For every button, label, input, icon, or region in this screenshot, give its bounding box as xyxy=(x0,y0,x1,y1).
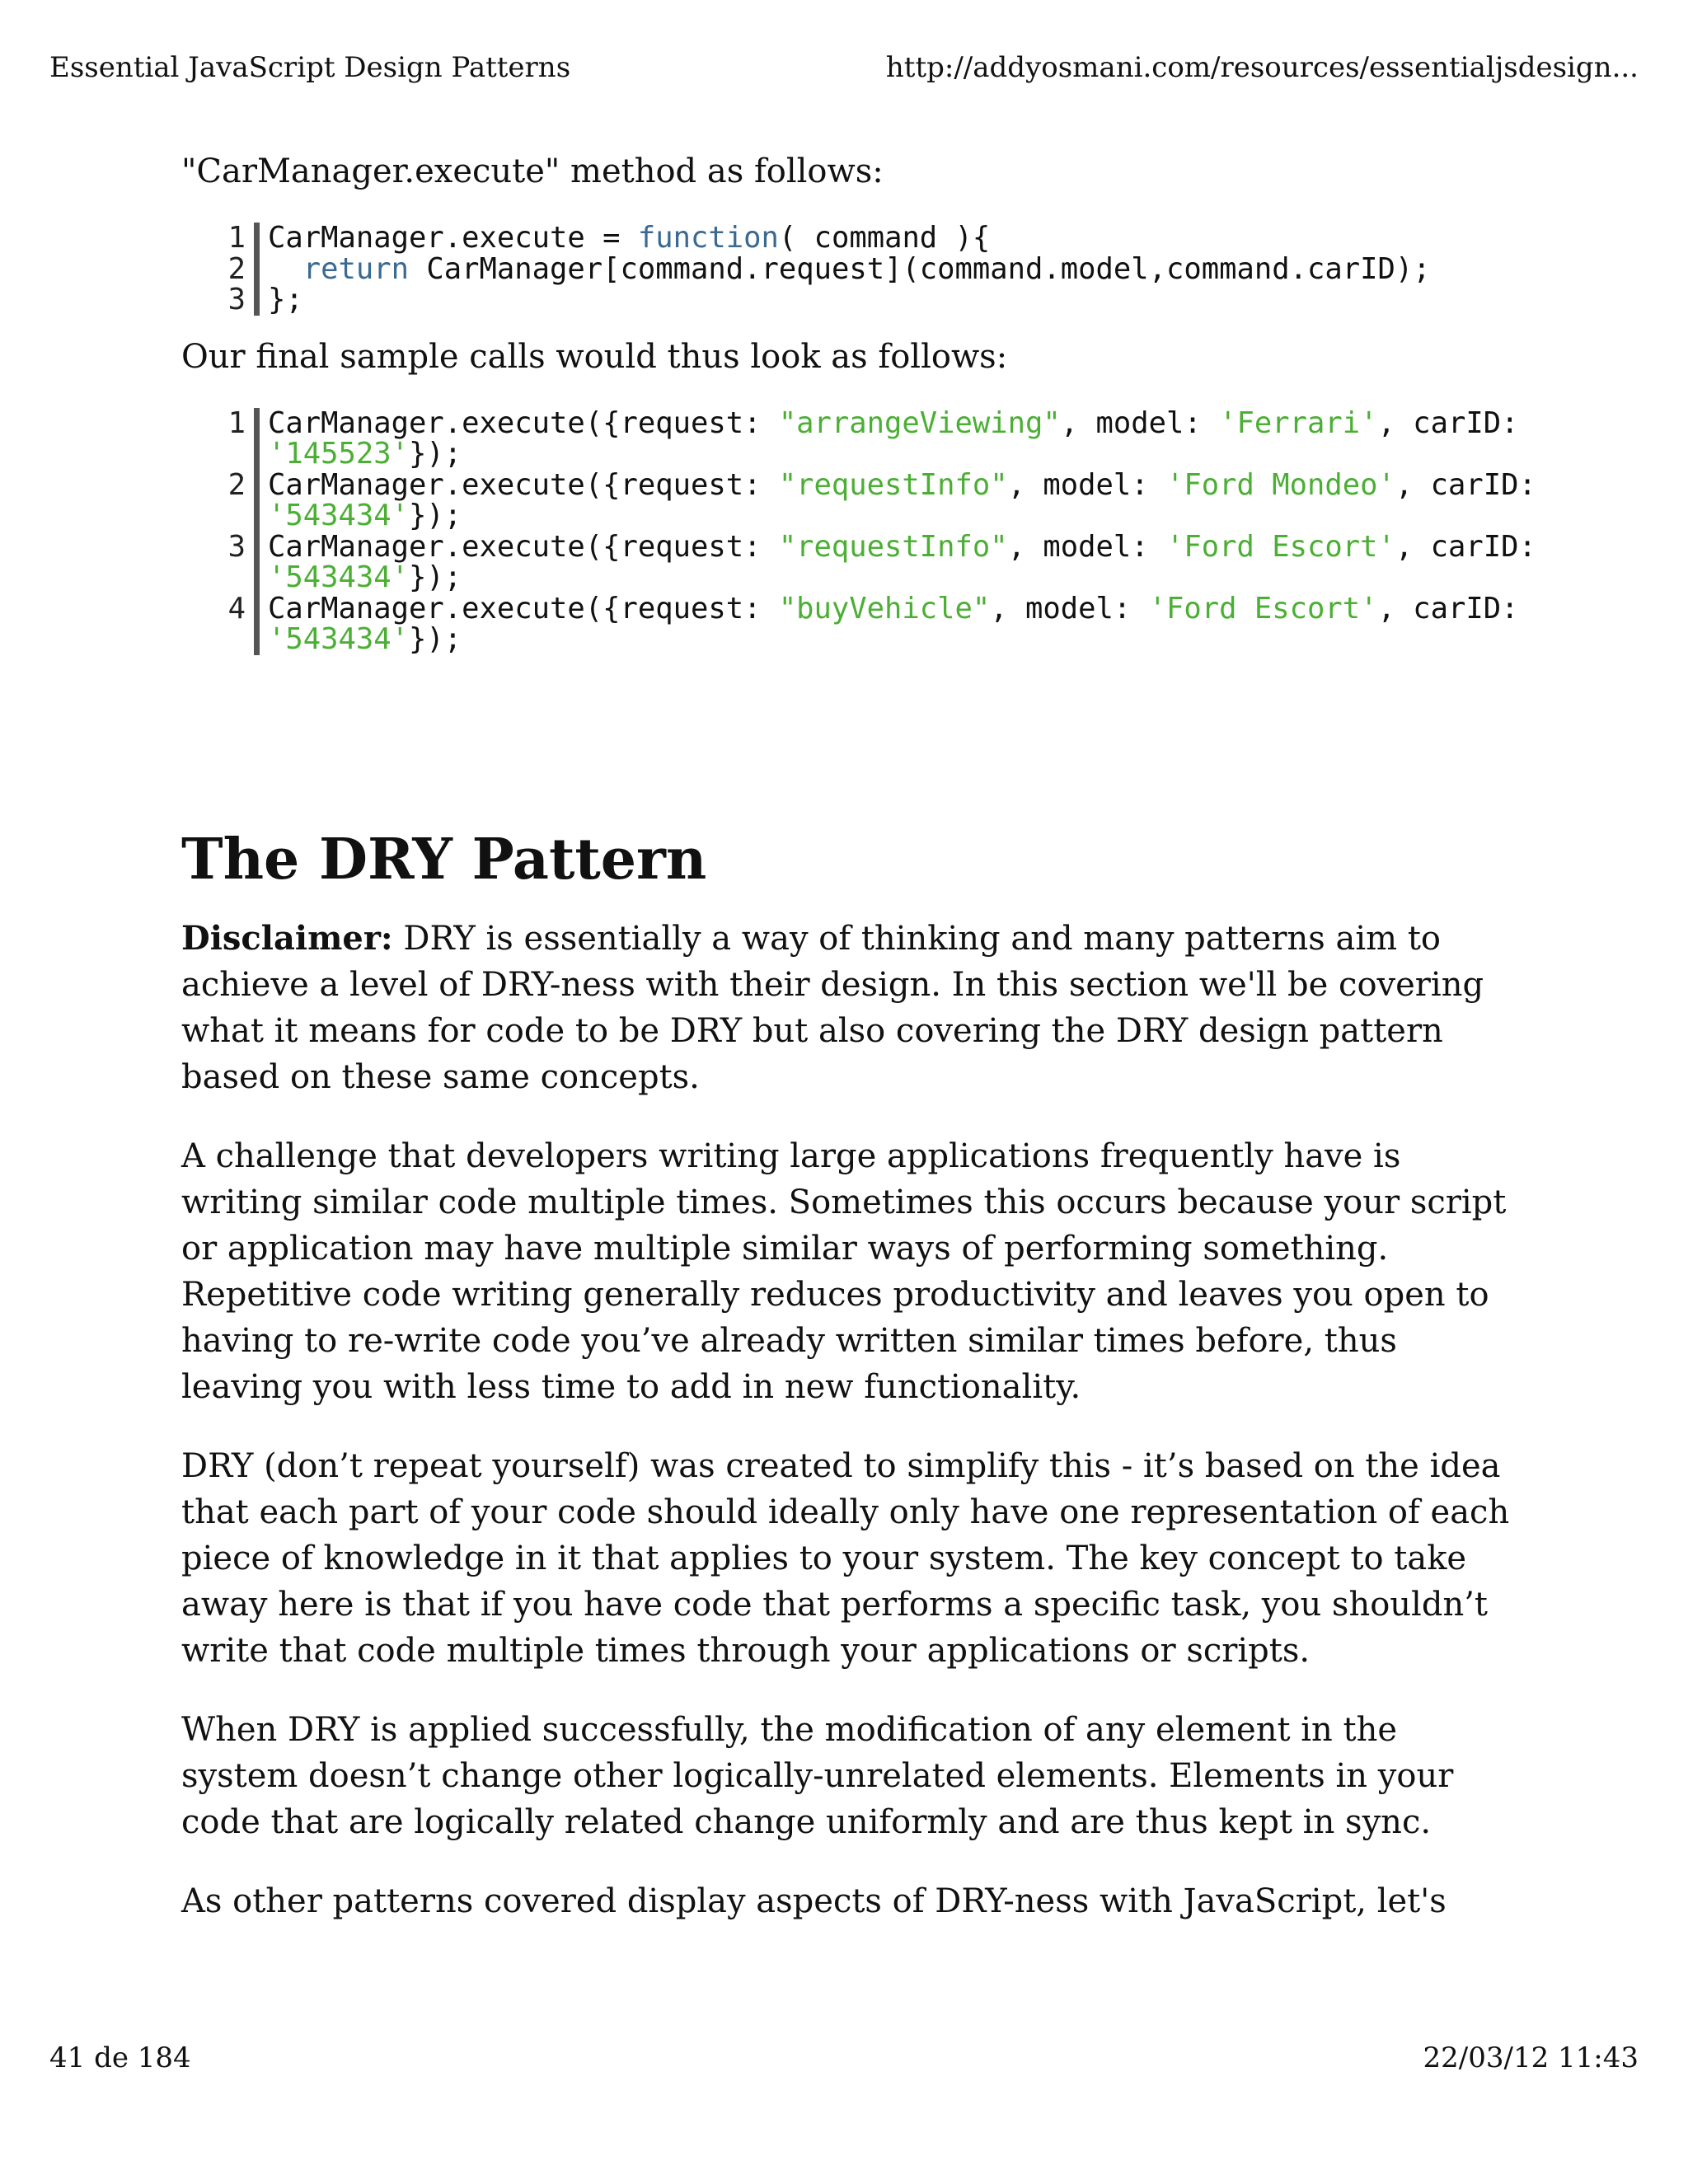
page-content xyxy=(181,148,1536,1924)
line-number: 4 xyxy=(227,591,246,626)
code-line: CarManager.execute({request: "requestInfo", model: 'Ford Mondeo', carID: '543434'}); xyxy=(254,470,1536,532)
header-title: Essential JavaScript Design Patterns xyxy=(49,51,571,84)
line-number: 3 xyxy=(227,283,246,316)
paragraph-challenge: A challenge that developers writing large applications frequently have is writing similar code multiple times. Sometimes this occurs because your script or application may have multiple similar ways of performing something. Repetitive code writing generally reduces productivity and leaves you open to having to re-write code you’ve already written similar times before, thus leaving you with less time to add in new functionality. xyxy=(181,1137,1507,1406)
line-number: 3 xyxy=(227,529,246,564)
code-block-calls xyxy=(204,405,1536,656)
page-footer xyxy=(49,2041,1639,2074)
code-line: return CarManager[command.request](command.model,command.carID); xyxy=(254,254,1517,285)
code-line: CarManager.execute({request: "requestInfo", model: 'Ford Escort', carID: '543434'}); xyxy=(254,532,1536,593)
line-number: 2 xyxy=(227,467,246,502)
paragraph-dry-applied: When DRY is applied successfully, the modification of any element in the system doesn’t change other logically-unrelated elements. Elements in your code that are logically related change uniformly and are thus kept in sync. xyxy=(181,1710,1454,1841)
page-number: 41 de 184 xyxy=(49,2041,191,2074)
disclaimer-label: Disclaimer: xyxy=(181,918,393,958)
code-block-execute xyxy=(204,223,1517,316)
code-line: CarManager.execute = function( command ){ xyxy=(254,223,1517,254)
page-header xyxy=(49,51,1639,84)
code-line: }; xyxy=(254,284,1517,316)
disclaimer-paragraph: Disclaimer: DRY is essentially a way of thinking and many patterns aim to achieve a level of DRY-ness with their design. In this section we'll be covering what it means for code to be DRY but also covering the DRY design pattern based on these same concepts. xyxy=(181,918,1484,1096)
section-heading: The DRY Pattern xyxy=(181,826,707,893)
code-line: CarManager.execute({request: "buyVehicle", model: 'Ford Escort', carID: '543434'}); xyxy=(254,593,1536,655)
paragraph-dry-definition: DRY (don’t repeat yourself) was created to simplify this - it’s based on the idea that each part of your code should ideally only have one representation of each piece of knowledge in it that applies to your system. The key concept to take away here is that if you have code that performs a specific task, you shouldn’t write that code multiple times through your applications or scripts. xyxy=(181,1446,1510,1670)
intro-line: "CarManager.execute" method as follows: xyxy=(181,152,884,190)
print-datetime: 22/03/12 11:43 xyxy=(1423,2041,1639,2074)
line-number: 1 xyxy=(227,221,246,255)
paragraph-other-patterns: As other patterns covered display aspects of DRY-ness with JavaScript, let's xyxy=(181,1882,1447,1920)
code-line: CarManager.execute({request: "arrangeViewing", model: 'Ferrari', carID: '145523'}); xyxy=(254,408,1536,470)
header-url[interactable]: http://addyosmani.com/resources/essentialjsdesign... xyxy=(885,51,1639,84)
final-calls-line: Our final sample calls would thus look as follows: xyxy=(181,337,1008,376)
line-number: 2 xyxy=(227,251,246,286)
line-number: 1 xyxy=(227,405,246,440)
